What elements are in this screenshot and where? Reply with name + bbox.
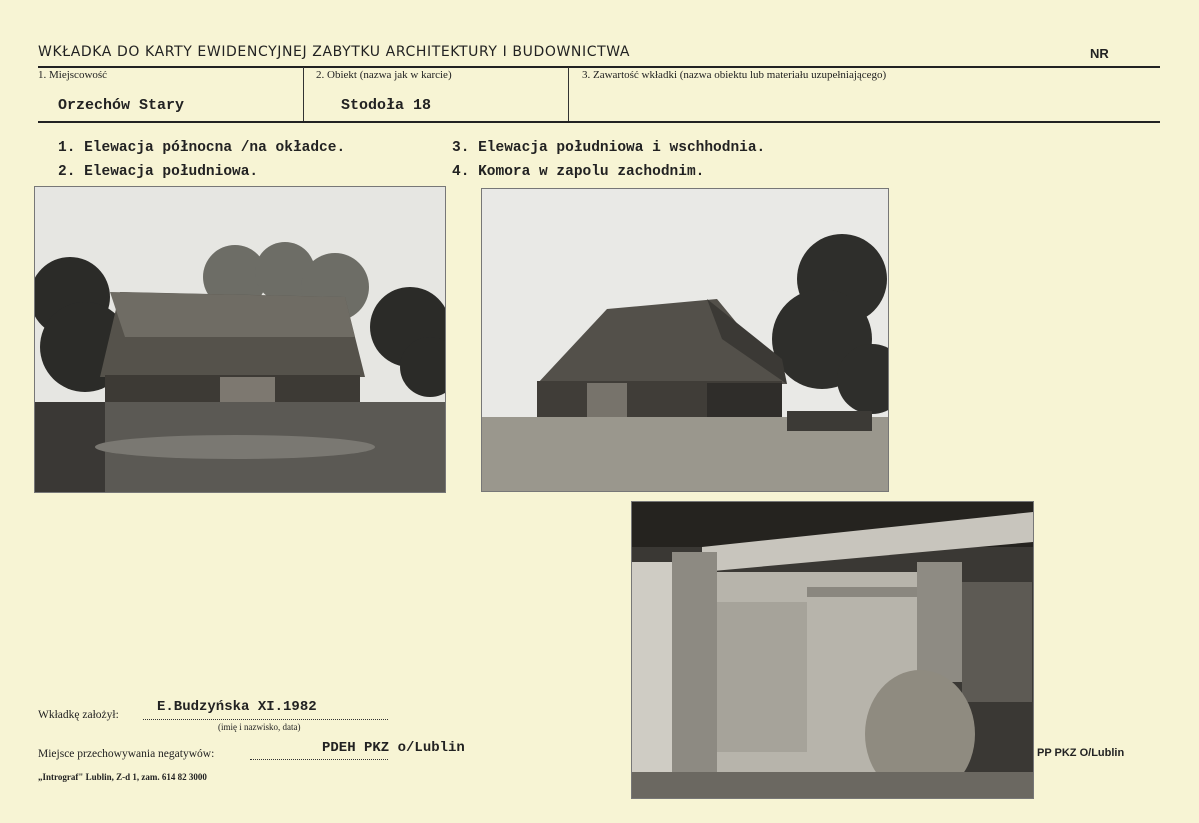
form-title: WKŁADKA DO KARTY EWIDENCYJNEJ ZABYTKU ARCHITEKTURY I BUDOWNICTWA xyxy=(38,44,631,60)
founder-hint: (imię i nazwisko, data) xyxy=(218,722,301,732)
header-rule xyxy=(38,66,1160,68)
number-label: NR xyxy=(1090,46,1109,61)
storage-line xyxy=(250,759,388,760)
field-divider-2 xyxy=(568,67,569,121)
field-divider-1 xyxy=(303,67,304,121)
fields-rule xyxy=(38,121,1160,123)
photo-chamber-interior xyxy=(631,501,1034,799)
storage-label: Miejsce przechowywania negatywów: xyxy=(38,748,215,760)
caption-2: 2. Elewacja południowa. xyxy=(58,164,259,180)
field-1-value: Orzechów Stary xyxy=(58,97,185,114)
founder-label: Wkładkę założył: xyxy=(38,709,119,721)
storage-value: PDEH PKZ o/Lublin xyxy=(322,740,465,756)
field-1-label: 1. Miejscowość xyxy=(38,69,108,81)
photo-south-east-elevation xyxy=(481,188,889,492)
field-2-value: Stodoła 18 xyxy=(341,97,432,114)
field-2-label: 2. Obiekt (nazwa jak w karcie) xyxy=(316,69,452,81)
printer-imprint: „Intrograf" Lublin, Z-d 1, zam. 614 82 3000 xyxy=(38,772,207,782)
founder-value: E.Budzyńska XI.1982 xyxy=(157,699,317,715)
founder-line xyxy=(143,719,388,720)
photo-north-elevation xyxy=(34,186,446,493)
caption-4: 4. Komora w zapolu zachodnim. xyxy=(452,164,705,180)
field-3-label: 3. Zawartość wkładki (nazwa obiektu lub materiału uzupełniającego) xyxy=(582,69,887,81)
caption-1: 1. Elewacja północna /na okładce. xyxy=(58,140,346,156)
stamp: PP PKZ O/Lublin xyxy=(1037,747,1125,759)
caption-3: 3. Elewacja południowa i wschhodnia. xyxy=(452,140,766,156)
